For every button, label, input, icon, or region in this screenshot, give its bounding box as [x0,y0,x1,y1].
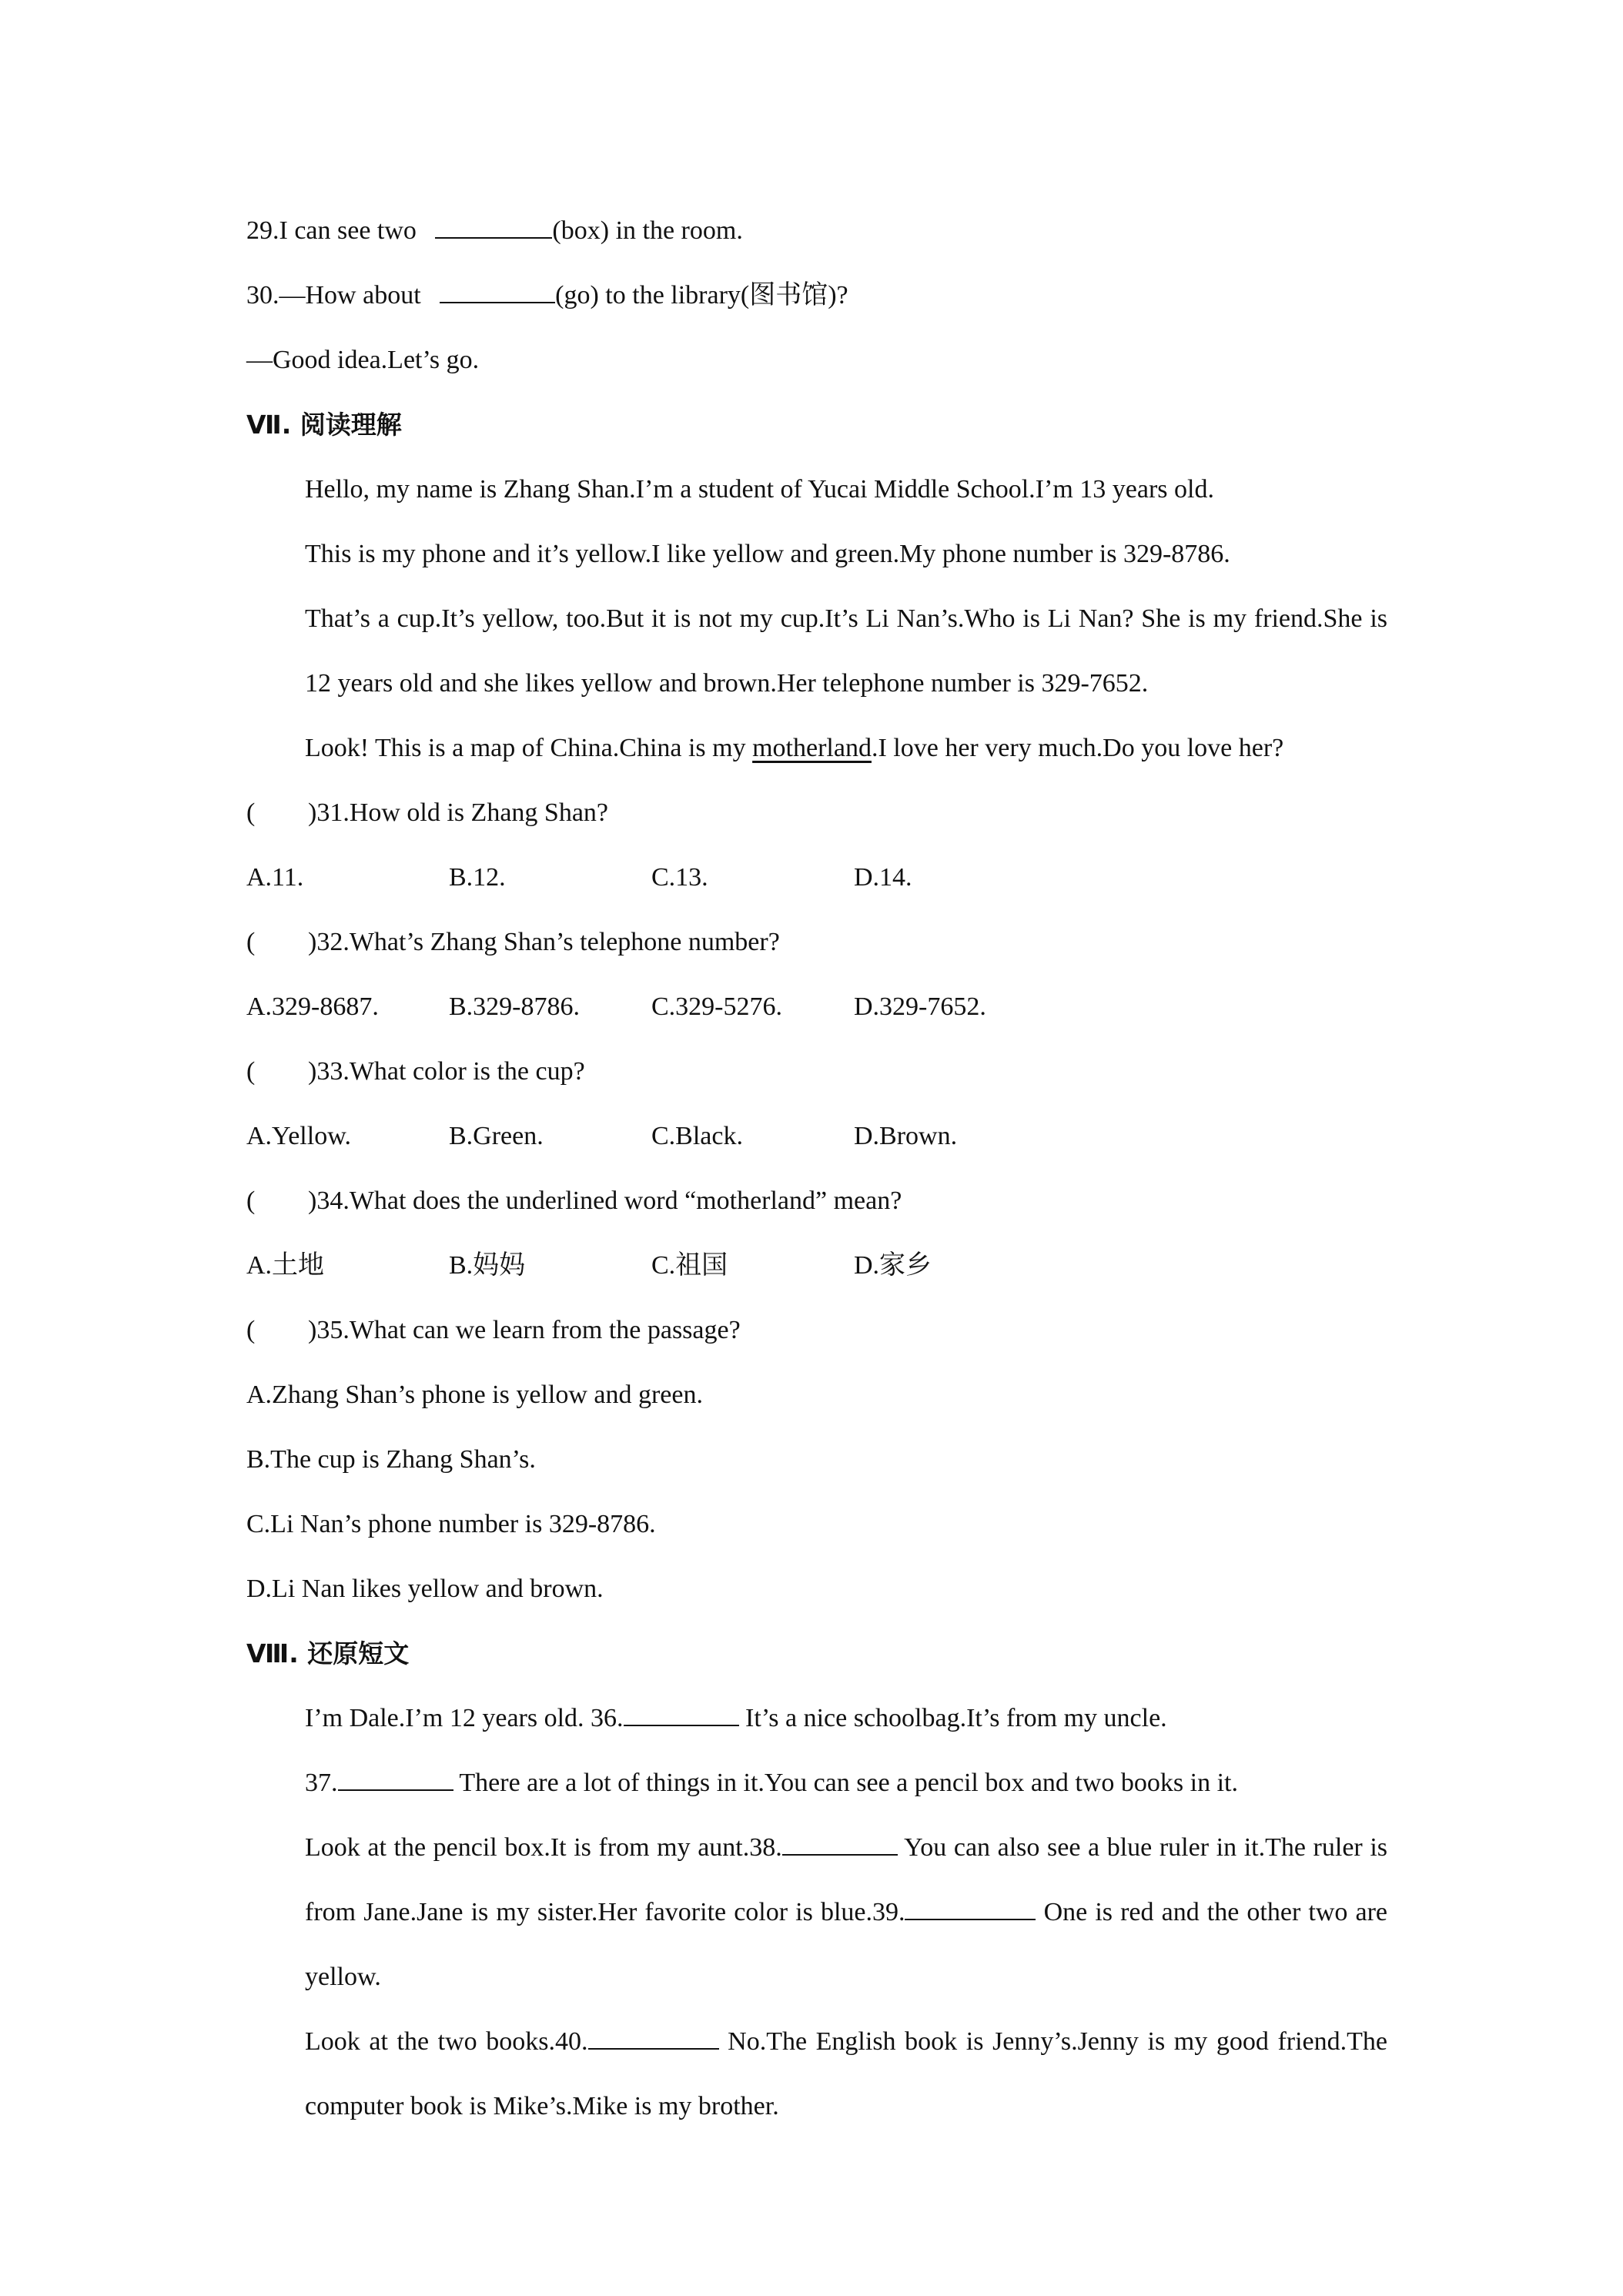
question-30: 30.—How about (go) to the library(图书馆)? [246,263,1387,328]
question-35: ( )35.What can we learn from the passage? [246,1298,1387,1363]
question-30-reply: —Good idea.Let’s go. [246,346,480,374]
option-a: A.Yellow. [246,1122,352,1150]
question-31: ( )31.How old is Zhang Shan? [246,781,1387,845]
option-d: D.Brown. [854,1122,958,1150]
cloze-paragraph-3: Look at the pencil box.It is from my aunt.38. You can also see a blue ruler in it.The ruler is from Jane.Jane is my sister.Her favorite color is blue.39. One is red and the other two are yellow. [246,1816,1387,2010]
option-c: C.329-5276. [651,992,782,1021]
answer-paren-34[interactable]: ( [246,1186,256,1215]
answer-blank-38[interactable] [782,1828,898,1856]
answer-blank-40[interactable] [588,2022,719,2050]
option-b: B.Green. [449,1122,544,1150]
option-b: B.妈妈 [449,1251,526,1280]
option-a: A.11. [246,863,304,892]
option-c: C.Black. [651,1122,743,1150]
options-34 [246,1233,1387,1298]
passage-paragraph-2: This is my phone and it’s yellow.I like yellow and green.My phone number is 329-8786. [305,540,1230,568]
option-c: C.Li Nan’s phone number is 329-8786. [246,1510,656,1538]
cloze-paragraph-1: I’m Dale.I’m 12 years old. 36. It’s a nice schoolbag.It’s from my uncle. [246,1686,1387,1751]
cloze-paragraph-2: 37. There are a lot of things in it.You can see a pencil box and two books in it. [246,1751,1387,1816]
option-a: A.Zhang Shan’s phone is yellow and green. [246,1381,703,1409]
exam-page [246,199,1387,2139]
answer-blank-39[interactable] [905,1893,1036,1920]
answer-blank-30[interactable] [440,276,555,303]
answer-paren-33[interactable]: ( [246,1057,256,1086]
option-b: B.The cup is Zhang Shan’s. [246,1445,536,1474]
option-d: D.Li Nan likes yellow and brown. [246,1575,604,1603]
options-33 [246,1104,1387,1169]
answer-paren-32[interactable]: ( [246,928,256,956]
passage-paragraph-4: Look! This is a map of China.China is my motherland.I love her very much.Do you love her? [305,734,1284,762]
option-c: C.祖国 [651,1251,728,1280]
passage-paragraph-3: That’s a cup.It’s yellow, too.But it is not my cup.It’s Li Nan’s.Who is Li Nan? She is my friend.She is 12 years old and she likes yellow and brown.Her telephone number is 329-7652. [305,604,1387,698]
underlined-word: motherland [752,734,872,762]
option-b: B.329-8786. [449,992,580,1021]
answer-blank-29[interactable] [435,211,552,239]
option-c: C.13. [651,863,708,892]
passage-paragraph-1: Hello, my name is Zhang Shan.I’m a student of Yucai Middle School.I’m 13 years old. [305,475,1214,504]
section-8-title: Ⅷ. 还原短文 [246,1638,410,1668]
option-d: D.家乡 [854,1251,932,1280]
options-32 [246,975,1387,1039]
option-b: B.12. [449,863,506,892]
option-d: D.14. [854,863,912,892]
option-a: A.329-8687. [246,992,379,1021]
question-29: 29.I can see two (box) in the room. [246,199,1387,263]
section-7-title: Ⅶ. 阅读理解 [246,410,402,440]
cloze-paragraph-4: Look at the two books.40. No.The English book is Jenny’s.Jenny is my good friend.The computer book is Mike’s.Mike is my brother. [246,2010,1387,2139]
question-33: ( )33.What color is the cup? [246,1039,1387,1104]
answer-paren-31[interactable]: ( [246,798,256,827]
option-d: D.329-7652. [854,992,986,1021]
options-31 [246,845,1387,910]
question-32: ( )32.What’s Zhang Shan’s telephone number? [246,910,1387,975]
answer-blank-36[interactable] [624,1699,739,1726]
option-a: A.土地 [246,1251,325,1280]
answer-paren-35[interactable]: ( [246,1316,256,1344]
question-34: ( )34.What does the underlined word “motherland” mean? [246,1169,1387,1233]
answer-blank-37[interactable] [338,1763,453,1791]
